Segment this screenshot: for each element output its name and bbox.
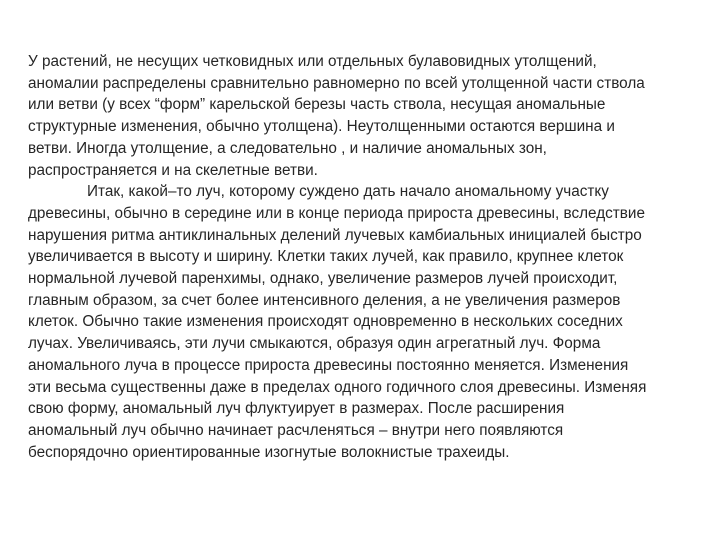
text-line: нормальной лучевой паренхимы, однако, увеличение размеров лучей происходит,	[28, 270, 618, 288]
text-line: главным образом, за счет более интенсивного деления, а не увеличения размеров	[28, 291, 621, 309]
text-line: распространяется и на скелетные ветви.	[28, 161, 318, 179]
text-line: клеток. Обычно такие изменения происходят одновременно в нескольких соседних	[28, 313, 623, 331]
text-line: свою форму, аномальный луч флуктуирует в размерах. После расширения	[28, 400, 565, 418]
text-line: У растений, не несущих четковидных или отдельных булавовидных утолщений,	[28, 53, 597, 70]
text-line: беспорядочно ориентированные изогнутые волокнистые трахеиды.	[28, 443, 510, 461]
text-line: увеличивается в высоту и ширину. Клетки таких лучей, как правило, крупнее клеток	[28, 248, 624, 266]
text-line: аномального луча в процессе прироста древесины постоянно меняется. Изменения	[28, 356, 629, 374]
text-line: или ветви (у всех “форм” карельской березы часть ствола, несущая аномальные	[28, 96, 606, 114]
text-line: ветви. Иногда утолщение, а следовательно , и наличие аномальных зон,	[28, 139, 547, 157]
text-line: лучах. Увеличиваясь, эти лучи смыкаются, образуя один агрегатный луч. Форма	[28, 335, 601, 353]
body-text	[28, 51, 698, 463]
text-line: нарушения ритма антиклинальных делений лучевых камбиальных инициалей быстро	[28, 226, 642, 244]
text-line: структурные изменения, обычно утолщена). Неутолщенными остаются вершина и	[28, 118, 615, 136]
text-line: древесины, обычно в середине или в конце периода прироста древесины, вследствие	[28, 204, 645, 222]
text-line: аномальный луч обычно начинает расчленяться – внутри него появляются	[28, 421, 564, 439]
text-line: Итак, какой–то луч, которому суждено дать начало аномальному участку	[87, 183, 609, 201]
text-line: аномалии распределены сравнительно равномерно по всей утолщенной части ствола	[28, 74, 645, 92]
text-line: эти весьма существенны даже в пределах одного годичного слоя древесины. Изменяя	[28, 378, 647, 396]
